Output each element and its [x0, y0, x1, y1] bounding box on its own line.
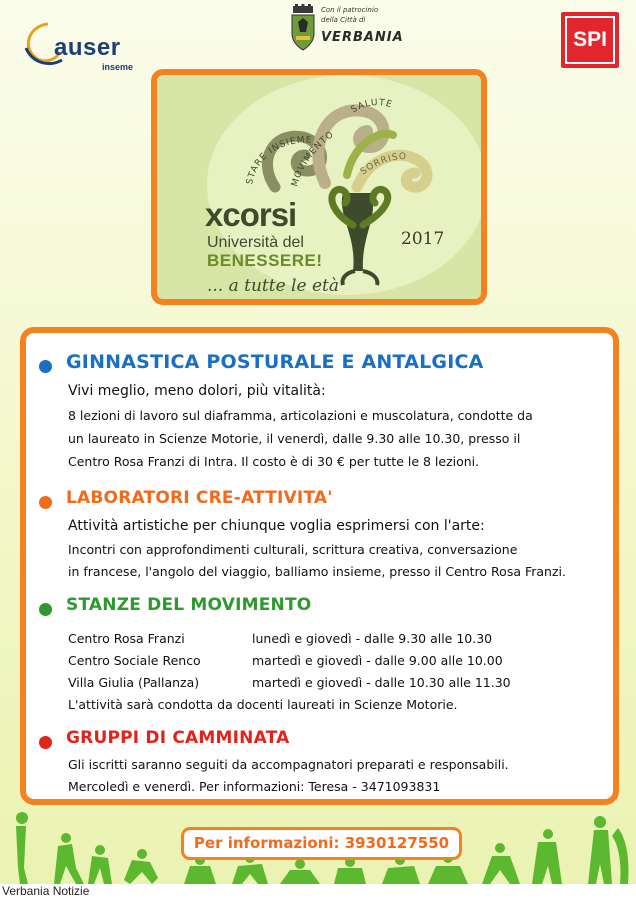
section-line: Incontri con approfondimenti culturali, scrittura creativa, conversazione — [68, 542, 518, 557]
spi-label: SPI — [565, 16, 615, 64]
word-sorriso: SORRISO — [358, 151, 408, 178]
schedule-place: Centro Sociale Renco — [68, 653, 201, 668]
schedule-place: Villa Giulia (Pallanza) — [68, 675, 200, 690]
word-movimento: MOVIMENTO — [290, 129, 337, 188]
verbania-patronage — [288, 4, 418, 56]
patronage-line-2: della Città di — [321, 16, 366, 24]
section-line: 8 lezioni di lavoro sul diaframma, articolazioni e muscolatura, condotte da — [68, 408, 533, 423]
spi-logo — [561, 12, 619, 68]
blue-bullet-icon — [39, 360, 52, 373]
section-line: Centro Rosa Franzi di Intra. Il costo è di 30 € per tutte le 8 lezioni. — [68, 454, 480, 469]
city-crest-icon — [288, 4, 318, 54]
schedule-time: martedì e giovedì - dalle 9.00 alle 10.00 — [252, 653, 503, 668]
section-line: Gli iscritti saranno seguiti da accompagnatori preparati e responsabili. — [68, 757, 509, 772]
green-bullet-icon — [39, 603, 52, 616]
section-title: LABORATORI CRE-ATTIVITA' — [66, 488, 333, 508]
course-list — [20, 327, 619, 805]
universita-label: Università del — [207, 234, 304, 251]
section-line: un laureato in Scienze Motorie, il venerdì, dalle 9.30 alle 10.30, presso il — [68, 431, 521, 446]
schedule-time: lunedì e giovedì - dalle 9.30 alle 10.30 — [252, 631, 493, 646]
section-title: GINNASTICA POSTURALE E ANTALGICA — [66, 351, 484, 373]
benessere-label: BENESSERE! — [207, 251, 323, 270]
city-name: VERBANIA — [321, 30, 404, 45]
patronage-line-1: Con il patrocinio — [321, 6, 379, 14]
red-bullet-icon — [39, 736, 52, 749]
tagline: ... a tutte le età — [207, 276, 339, 296]
source-watermark: Verbania Notizie — [2, 884, 90, 898]
section-lead: Attività artistiche per chiunque voglia esprimersi con l'arte: — [68, 518, 485, 534]
section-title: STANZE DEL MOVIMENTO — [66, 595, 312, 615]
auser-name: auser — [54, 34, 121, 61]
year-label: 2017 — [401, 229, 445, 249]
section-title: GRUPPI DI CAMMINATA — [66, 728, 290, 748]
schedule-place: Centro Rosa Franzi — [68, 631, 185, 646]
schedule-time: martedì e giovedì - dalle 10.30 alle 11.30 — [252, 675, 511, 690]
auser-logo — [18, 18, 148, 78]
section-note: L'attività sarà condotta da docenti laureati in Scienze Motorie. — [68, 697, 458, 712]
section-line: in francese, l'angolo del viaggio, balliamo insieme, presso il Centro Rosa Franzi. — [68, 564, 566, 579]
section-lead: Vivi meglio, meno dolori, più vitalità: — [68, 383, 326, 399]
orange-bullet-icon — [39, 496, 52, 509]
info-phone-banner: Per informazioni: 3930127550 — [181, 827, 462, 860]
word-stare-insieme: STARE INSIEME — [245, 135, 313, 186]
xcorsi-title: xcorsi — [205, 196, 297, 233]
auser-subtitle: inseme — [102, 62, 134, 72]
section-line: Mercoledì e venerdì. Per informazioni: Teresa - 3471093831 — [68, 779, 441, 794]
word-salute: SALUTE — [349, 97, 394, 116]
corsi-logo-box — [151, 69, 487, 305]
